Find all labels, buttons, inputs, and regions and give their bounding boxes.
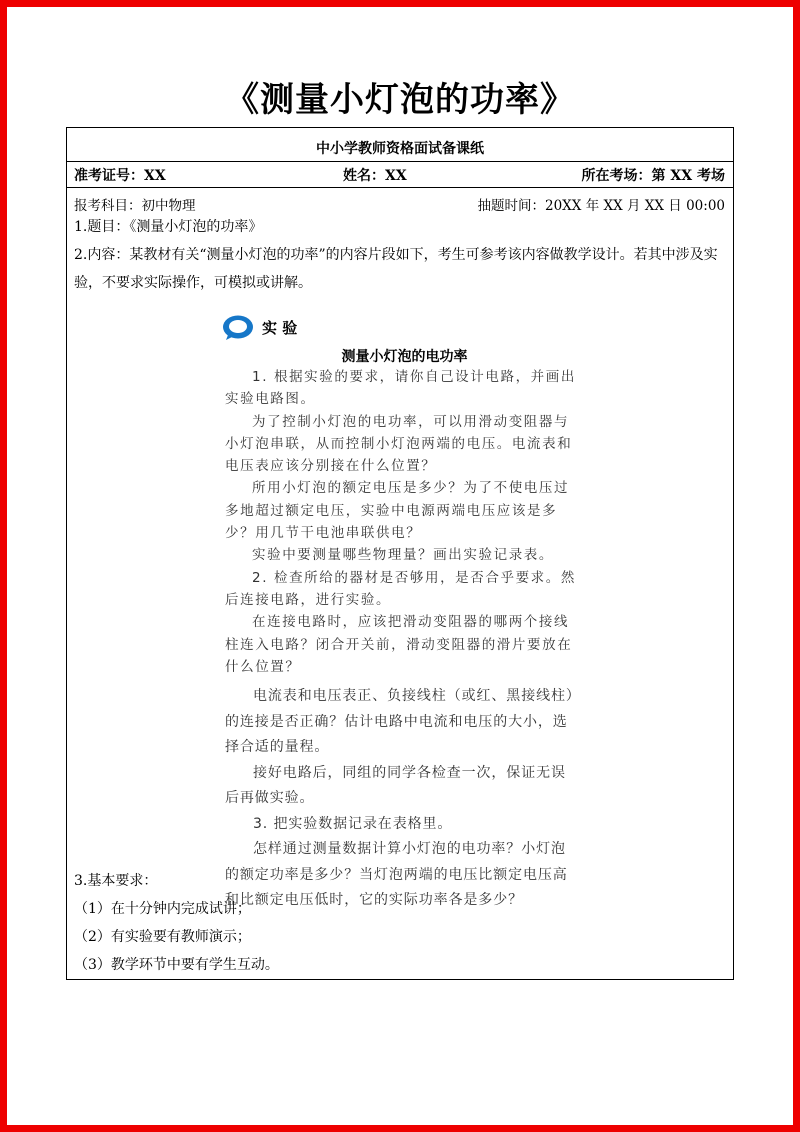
requirement-item: （1）在十分钟内完成试讲； bbox=[74, 901, 251, 917]
excerpt-paragraph: 2. 检查所给的器材是否够用，是否合乎要求。然后连接电路，进行实验。 bbox=[225, 569, 576, 608]
divider bbox=[67, 187, 733, 188]
candidate-info-row bbox=[67, 165, 733, 187]
requirements-heading: 3.基本要求： bbox=[74, 873, 158, 889]
excerpt-paragraph: 所用小灯泡的额定电压是多少？为了不使电压过多地超过额定电压，实验中电源两端电压应该是多少？用几节干电池串联供电？ bbox=[225, 480, 570, 542]
excerpt-paragraph: 怎样通过测量数据计算小灯泡的电功率？小灯泡的额定功率是多少？当灯泡两端的电压比额定电压高和比额定电压低时，它的实际功率各是多少？ bbox=[225, 841, 568, 909]
topic-line: 1.题目：《测量小灯泡的功率》 bbox=[74, 219, 263, 235]
divider bbox=[67, 161, 733, 162]
excerpt-paragraph: 1. 根据实验的要求，请你自己设计电路，并画出实验电路图。 bbox=[225, 369, 576, 408]
experiment-label: 实 验 bbox=[262, 319, 298, 337]
lesson-sheet bbox=[66, 127, 734, 980]
excerpt-paragraph: 接好电路后，同组的同学各检查一次，保证无误后再做实验。 bbox=[225, 764, 566, 807]
exam-id: 准考证号：XX bbox=[74, 168, 166, 184]
excerpt-title: 测量小灯泡的电功率 bbox=[341, 349, 468, 365]
excerpt-paragraph: 电流表和电压表正、负接线柱（或红、黑接线柱）的连接是否正确？估计电路中电流和电压的大小，选择合适的量程。 bbox=[225, 688, 574, 756]
page-title: 《测量小灯泡的功率》 bbox=[225, 80, 575, 120]
speech-bubble-icon bbox=[222, 314, 256, 340]
requirement-item: （2）有实验要有教师演示； bbox=[74, 929, 251, 945]
excerpt-paragraph: 实验中要测量哪些物理量？画出实验记录表。 bbox=[252, 547, 554, 564]
draw-time: 抽题时间：20XX 年 XX 月 XX 日 00:00 bbox=[477, 198, 725, 214]
excerpt-paragraph: 3. 把实验数据记录在表格里。 bbox=[253, 815, 453, 832]
exam-room: 所在考场：第 XX 考场 bbox=[581, 168, 725, 184]
textbook-excerpt bbox=[222, 314, 587, 909]
candidate-name: 姓名：XX bbox=[343, 168, 407, 184]
excerpt-paragraph: 在连接电路时，应该把滑动变阻器的哪两个接线柱连入电路？闭合开关前，滑动变阻器的滑片要放在什么位置？ bbox=[225, 614, 573, 675]
sheet-heading: 中小学教师资格面试备课纸 bbox=[316, 141, 484, 157]
excerpt-paragraph: 为了控制小灯泡的电功率，可以用滑动变阻器与小灯泡串联，从而控制小灯泡两端的电压。电流表和电压表应该分别接在什么位置？ bbox=[225, 413, 573, 475]
requirement-item: （3）教学环节中要有学生互动。 bbox=[74, 957, 279, 973]
content-paragraph: 2.内容：某教材有关“测量小灯泡的功率”的内容片段如下，考生可参考该内容做教学设计。若其中涉及实验，不要求实际操作，可模拟或讲解。 bbox=[74, 247, 718, 291]
excerpt-body bbox=[225, 366, 580, 914]
subject: 报考科目：初中物理 bbox=[74, 198, 196, 214]
